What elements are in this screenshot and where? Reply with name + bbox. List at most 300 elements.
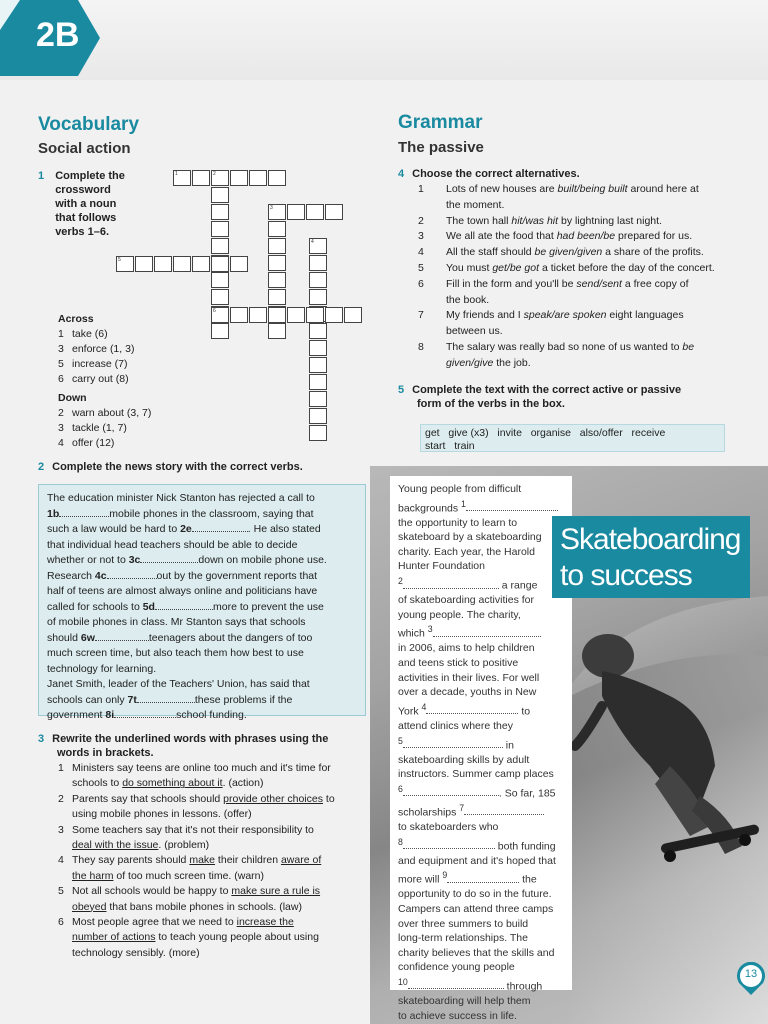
item-text bbox=[432, 261, 738, 277]
crossword-cell[interactable] bbox=[268, 289, 286, 305]
item-text-part: a share of the profits. bbox=[602, 246, 704, 259]
unit-label: 2B bbox=[36, 16, 80, 54]
article-text: in bbox=[502, 739, 514, 751]
underlined-text: make sure a rule is bbox=[231, 885, 321, 898]
story-text: schools can only bbox=[47, 693, 128, 706]
exercise-4-instruction bbox=[398, 167, 580, 181]
article-line: opportunity to do so in the future. bbox=[398, 888, 552, 901]
crossword-cell[interactable] bbox=[309, 357, 327, 373]
answer-gap[interactable] bbox=[137, 702, 195, 703]
clue-item bbox=[58, 406, 151, 421]
crossword-cell[interactable] bbox=[173, 256, 191, 272]
item-text-part: Most people agree that we need to bbox=[72, 916, 237, 929]
crossword-cell[interactable] bbox=[211, 187, 229, 203]
clue-text: warn about (3, 7) bbox=[72, 407, 152, 419]
article-line bbox=[398, 574, 564, 593]
item-text bbox=[432, 340, 738, 372]
story-text: out by the government reports that bbox=[156, 569, 318, 582]
alternatives[interactable]: get/be got bbox=[492, 261, 540, 274]
story-line: technology for learning. bbox=[47, 662, 157, 675]
list-item bbox=[38, 823, 368, 854]
item-text bbox=[72, 869, 368, 884]
story-line bbox=[47, 553, 357, 569]
item-text: using mobile phones in lessons. (offer) bbox=[72, 808, 252, 821]
item-text-part: . (problem) bbox=[158, 839, 210, 852]
article-title: Skateboarding bbox=[560, 523, 741, 556]
article-line: in 2006, aims to help children bbox=[398, 642, 535, 655]
exercise-number: 1 bbox=[38, 170, 45, 182]
item-text-part: schools to bbox=[72, 777, 123, 790]
crossword-cell[interactable] bbox=[309, 374, 327, 390]
clue-item bbox=[58, 421, 151, 436]
article-text: the bbox=[519, 873, 537, 886]
article-text: both funding bbox=[494, 840, 556, 853]
underlined-text: deal with the issue bbox=[72, 839, 159, 852]
clue-number: 1 bbox=[58, 328, 64, 340]
story-line bbox=[47, 600, 357, 616]
crossword-cell[interactable] bbox=[249, 307, 267, 323]
article-line bbox=[398, 734, 564, 753]
gap-number: 8 bbox=[398, 836, 403, 847]
word-option: get bbox=[425, 427, 440, 439]
list-item bbox=[38, 915, 368, 961]
underlined-text: make bbox=[189, 854, 216, 867]
answer-gap[interactable] bbox=[59, 516, 109, 517]
instr-line: crossword bbox=[55, 184, 111, 196]
item-number: 1 bbox=[58, 762, 64, 774]
item-text-part: the job. bbox=[493, 356, 531, 369]
article-line bbox=[398, 835, 564, 854]
item-number: 2 bbox=[58, 792, 64, 805]
item-text-part: to teach young people about using bbox=[155, 931, 319, 944]
crossword-cell[interactable] bbox=[268, 255, 286, 271]
word-option: give (x3) bbox=[448, 427, 489, 439]
story-line bbox=[47, 522, 357, 538]
story-text: called for schools to bbox=[47, 600, 143, 613]
clue-text: carry out (8) bbox=[72, 373, 129, 385]
clue-item bbox=[58, 327, 134, 342]
crossword-cell[interactable] bbox=[268, 221, 286, 237]
crossword-cell[interactable] bbox=[309, 391, 327, 407]
crossword-cell[interactable] bbox=[211, 221, 229, 237]
item-text-part: Fill in the form and you'll be bbox=[446, 277, 577, 290]
crossword-cell[interactable] bbox=[211, 323, 229, 339]
story-line: of mobile phones in class. Mr Stanton says that schools bbox=[47, 616, 306, 628]
gap-label: 1b bbox=[47, 507, 60, 520]
underlined-text: obeyed bbox=[72, 900, 107, 913]
story-text: down on mobile phone use. bbox=[198, 554, 327, 566]
gap-label: 5d bbox=[142, 600, 155, 613]
item-text-part: prepared for us. bbox=[615, 230, 693, 243]
article-line: long-term relationships. The bbox=[398, 932, 528, 945]
answer-gap[interactable] bbox=[403, 588, 499, 589]
article-line: activities in their lives. For well bbox=[398, 671, 540, 684]
item-number: 2 bbox=[418, 214, 424, 227]
item-text: technology sensibly. (more) bbox=[72, 946, 200, 959]
answer-gap[interactable] bbox=[403, 795, 499, 796]
item-text-part: The town hall bbox=[446, 214, 512, 227]
story-text: . He also stated bbox=[247, 523, 321, 535]
crossword-cell[interactable] bbox=[325, 204, 343, 220]
alternatives[interactable]: given/give bbox=[446, 356, 494, 369]
vocabulary-subheading: Social action bbox=[38, 140, 131, 157]
gap-label: 4c bbox=[94, 569, 107, 582]
article-title: to success bbox=[560, 559, 692, 592]
underlined-text: aware of bbox=[280, 854, 322, 867]
story-line: The education minister Nick Stanton has rejected a call to bbox=[47, 492, 315, 504]
story-line bbox=[47, 631, 357, 647]
word-option: train bbox=[454, 440, 475, 452]
clue-text: offer (12) bbox=[72, 437, 115, 449]
item-number: 5 bbox=[418, 261, 424, 274]
item-text: Ministers say teens are online too much and it's time for bbox=[72, 762, 331, 774]
article-line: and teens stick to positive bbox=[398, 657, 519, 670]
instruction-text: Choose the correct alternatives. bbox=[412, 168, 580, 180]
article-text: scholarships bbox=[398, 806, 460, 819]
instruction-text: words in brackets. bbox=[57, 747, 154, 759]
story-line bbox=[47, 507, 357, 523]
word-option: invite bbox=[497, 427, 522, 439]
answer-gap[interactable] bbox=[114, 717, 176, 718]
article-line: over three summers to build bbox=[398, 917, 529, 930]
item-number: 8 bbox=[418, 340, 424, 353]
underlined-text: the harm bbox=[72, 869, 114, 882]
gap-label: 8i bbox=[105, 709, 115, 721]
item-text-part: eight languages bbox=[606, 309, 684, 322]
item-number: 3 bbox=[418, 230, 424, 243]
crossword-cell[interactable] bbox=[309, 425, 327, 441]
item-text bbox=[72, 884, 368, 899]
article-line bbox=[398, 497, 564, 516]
crossword-cell[interactable] bbox=[309, 255, 327, 271]
alternatives[interactable]: speak/are spoken bbox=[523, 309, 607, 322]
crossword-cell[interactable] bbox=[306, 307, 324, 323]
item-text bbox=[72, 915, 368, 930]
story-text: Research bbox=[47, 569, 95, 582]
article-line: confidence young people bbox=[398, 961, 515, 974]
list-item bbox=[398, 261, 738, 277]
crossword-cell[interactable] bbox=[309, 323, 327, 339]
clue-text: increase (7) bbox=[72, 358, 128, 370]
word-option: organise bbox=[530, 427, 571, 439]
answer-gap[interactable] bbox=[403, 747, 503, 748]
crossword-cell[interactable] bbox=[230, 170, 248, 186]
answer-gap[interactable] bbox=[107, 578, 157, 579]
article-line: the opportunity to learn to bbox=[398, 516, 518, 529]
exercise-number: 2 bbox=[38, 461, 45, 473]
article-line: young people. The charity, bbox=[398, 608, 521, 621]
word-option: also/offer bbox=[579, 427, 623, 439]
item-text-part: by lightning last night. bbox=[558, 214, 662, 227]
grammar-subheading: The passive bbox=[398, 139, 484, 156]
crossword-number: 3 bbox=[270, 205, 273, 211]
crossword-cell[interactable] bbox=[135, 256, 153, 272]
answer-gap[interactable] bbox=[408, 988, 504, 989]
unit-tab bbox=[0, 0, 100, 76]
article-line: attend clinics where they bbox=[398, 719, 513, 732]
story-line: half of teens are almost always online and politicians have bbox=[47, 585, 318, 597]
crossword-cell[interactable] bbox=[230, 256, 248, 272]
alternatives[interactable]: send/sent bbox=[576, 277, 622, 290]
gap-number: 1 bbox=[461, 498, 466, 509]
item-text-part: to bbox=[322, 792, 335, 805]
exercise-1-instruction bbox=[38, 169, 125, 239]
crossword-cell[interactable] bbox=[306, 204, 324, 220]
item-text-part: Lots of new houses are bbox=[446, 183, 558, 195]
crossword-number: 4 bbox=[311, 239, 314, 245]
exercise-3-list bbox=[38, 761, 368, 961]
list-item bbox=[398, 340, 738, 372]
article-text: which bbox=[398, 627, 428, 640]
article-text: York bbox=[398, 705, 422, 718]
clue-number: 2 bbox=[58, 407, 64, 419]
item-number: 4 bbox=[418, 246, 424, 259]
story-text: such a law would be hard to bbox=[47, 523, 181, 535]
down-clues bbox=[58, 391, 151, 451]
item-number: 4 bbox=[58, 854, 64, 867]
crossword-cell[interactable] bbox=[344, 307, 362, 323]
gap-number: 6 bbox=[398, 783, 403, 794]
list-item bbox=[398, 277, 738, 309]
story-text: government bbox=[47, 709, 106, 721]
exercise-3-instruction bbox=[38, 732, 328, 760]
crossword-cell[interactable] bbox=[268, 272, 286, 288]
item-number: 6 bbox=[418, 277, 424, 290]
story-text: whether or not to bbox=[47, 554, 129, 566]
crossword-number: 2 bbox=[213, 171, 216, 177]
answer-gap[interactable] bbox=[433, 636, 541, 637]
item-text bbox=[432, 308, 738, 340]
story-line bbox=[47, 708, 357, 724]
article-text: a range bbox=[498, 579, 538, 592]
article-line bbox=[398, 700, 564, 719]
exercise-number: 5 bbox=[398, 384, 405, 396]
gap-number: 5 bbox=[398, 735, 403, 746]
instr-line: that follows bbox=[55, 212, 117, 224]
article-text-column bbox=[390, 476, 572, 1022]
crossword-cell[interactable] bbox=[268, 307, 286, 323]
crossword-cell[interactable] bbox=[249, 170, 267, 186]
grammar-heading: Grammar bbox=[398, 112, 483, 133]
underlined-text: number of actions bbox=[72, 931, 156, 944]
crossword-cell[interactable] bbox=[211, 272, 229, 288]
list-item bbox=[398, 229, 738, 245]
article-line bbox=[398, 975, 564, 994]
item-text-part: around here at bbox=[627, 183, 699, 195]
alternatives[interactable]: be bbox=[682, 340, 695, 353]
article-line: Young people from difficult bbox=[398, 483, 522, 495]
clue-text: tackle (1, 7) bbox=[72, 422, 127, 434]
item-text-part: a free copy of bbox=[621, 277, 689, 290]
article-line: to skateboarders who bbox=[398, 820, 499, 833]
clue-number: 3 bbox=[58, 343, 64, 355]
article-text: . So far, 185 bbox=[498, 787, 556, 800]
item-text-part: a ticket before the day of the concert. bbox=[539, 261, 715, 274]
story-text: teenagers about the dangers of too bbox=[148, 631, 313, 644]
item-text-part: the moment. bbox=[446, 198, 505, 211]
down-title: Down bbox=[58, 392, 87, 404]
list-item bbox=[398, 245, 738, 261]
item-text-part: . (action) bbox=[222, 777, 264, 790]
word-option: receive bbox=[631, 427, 666, 439]
clue-text: take (6) bbox=[72, 328, 108, 340]
crossword-number: 1 bbox=[175, 171, 178, 177]
answer-gap[interactable] bbox=[403, 848, 495, 849]
exercise-5-instruction bbox=[398, 383, 681, 411]
underlined-text: provide other choices bbox=[223, 792, 323, 805]
item-text bbox=[72, 838, 368, 853]
story-line bbox=[47, 569, 357, 585]
answer-gap[interactable] bbox=[192, 531, 248, 532]
article-line bbox=[398, 782, 564, 801]
gap-number: 3 bbox=[427, 624, 433, 635]
story-line: that individual head teachers should be able to decide bbox=[47, 538, 298, 551]
article-line bbox=[398, 801, 564, 820]
clue-number: 4 bbox=[58, 437, 64, 449]
item-text-part: We all ate the food that bbox=[446, 230, 557, 243]
crossword-cell[interactable] bbox=[309, 289, 327, 305]
item-text-part: of too much screen time. (warn) bbox=[113, 869, 264, 882]
item-text bbox=[432, 245, 738, 261]
alternatives[interactable]: hit/was hit bbox=[511, 214, 559, 227]
item-text-part: The salary was really bad so none of us wanted to bbox=[446, 340, 683, 353]
item-number: 1 bbox=[418, 183, 424, 195]
article-text: backgrounds bbox=[398, 502, 462, 515]
instruction-text: Complete the text with the correct active or passive bbox=[412, 384, 682, 396]
crossword-cell[interactable] bbox=[268, 170, 286, 186]
crossword-cell[interactable] bbox=[287, 204, 305, 220]
exercise-2-instruction bbox=[38, 460, 303, 474]
exercise-number: 4 bbox=[398, 168, 405, 180]
crossword-cell[interactable] bbox=[268, 238, 286, 254]
story-text: school funding. bbox=[176, 709, 247, 721]
list-item bbox=[38, 884, 368, 915]
answer-gap[interactable] bbox=[426, 713, 518, 714]
answer-gap[interactable] bbox=[155, 609, 213, 610]
story-text: more to prevent the use bbox=[212, 600, 324, 613]
article-line: of skateboarding activities for bbox=[398, 594, 534, 607]
gap-number: 10 bbox=[398, 976, 408, 987]
crossword-cell[interactable] bbox=[211, 289, 229, 305]
item-text bbox=[72, 930, 368, 945]
exercise-number: 3 bbox=[38, 733, 45, 745]
item-text-part: Not all schools would be happy to bbox=[72, 885, 232, 898]
clue-number: 5 bbox=[58, 358, 64, 370]
crossword-cell[interactable] bbox=[154, 256, 172, 272]
clue-number: 3 bbox=[58, 422, 64, 434]
article-line: skateboard by a skateboarding bbox=[398, 531, 542, 544]
story-text: these problems if the bbox=[194, 693, 293, 706]
item-text-part: All the staff should bbox=[446, 246, 535, 259]
crossword-cell[interactable] bbox=[309, 272, 327, 288]
item-text-part: their children bbox=[215, 854, 281, 867]
gap-number: 2 bbox=[398, 576, 403, 587]
crossword-cell[interactable] bbox=[309, 408, 327, 424]
answer-gap[interactable] bbox=[95, 640, 149, 641]
instruction-text: form of the verbs in the box. bbox=[417, 398, 565, 410]
instruction-text: Rewrite the underlined words with phrases using the bbox=[52, 733, 329, 745]
alternatives[interactable]: had been/be bbox=[556, 230, 616, 243]
article-line: to achieve success in life. bbox=[398, 1009, 518, 1022]
article-text: to bbox=[518, 705, 531, 718]
crossword-cell[interactable] bbox=[192, 256, 210, 272]
list-item bbox=[398, 308, 738, 340]
page-number-badge bbox=[734, 962, 768, 996]
list-item bbox=[38, 761, 368, 792]
story-text: should bbox=[47, 631, 81, 644]
article-line: over a decade, youths in New bbox=[398, 686, 537, 699]
crossword-cell[interactable] bbox=[211, 204, 229, 220]
item-text bbox=[72, 776, 368, 791]
word-box bbox=[420, 424, 725, 452]
article-line: skateboarding skills by adult bbox=[398, 753, 530, 766]
gap-label: 7t bbox=[127, 693, 137, 706]
answer-gap[interactable] bbox=[464, 814, 544, 815]
item-text bbox=[432, 229, 738, 245]
instruction-text: Complete the news story with the correct verbs. bbox=[52, 461, 303, 473]
answer-gap[interactable] bbox=[466, 510, 558, 511]
article-line: Campers can attend three camps bbox=[398, 902, 554, 915]
list-item bbox=[38, 792, 368, 823]
crossword-cell[interactable] bbox=[211, 256, 229, 272]
item-text bbox=[432, 277, 738, 309]
underlined-text: do something about it bbox=[122, 777, 223, 790]
list-item bbox=[398, 214, 738, 230]
item-text bbox=[72, 792, 368, 807]
alternatives[interactable]: be given/given bbox=[534, 246, 603, 259]
gap-number: 9 bbox=[442, 870, 448, 881]
article-line bbox=[398, 622, 564, 641]
crossword-cell[interactable] bbox=[192, 170, 210, 186]
instr-line: with a noun bbox=[55, 198, 117, 210]
gap-number: 4 bbox=[421, 701, 427, 712]
underlined-text: increase the bbox=[236, 916, 294, 929]
item-text: Some teachers say that it's not their responsibility to bbox=[72, 823, 314, 836]
list-item bbox=[38, 853, 368, 884]
instr-line: verbs 1–6. bbox=[55, 226, 110, 238]
item-number: 3 bbox=[58, 823, 64, 836]
crossword-number: 5 bbox=[118, 257, 121, 263]
gap-label: 2e bbox=[180, 523, 192, 535]
gap-label: 6w bbox=[80, 631, 95, 644]
across-title: Across bbox=[58, 313, 94, 325]
clue-item bbox=[58, 342, 134, 357]
crossword-cell[interactable] bbox=[325, 307, 343, 323]
word-option: start bbox=[425, 440, 446, 452]
crossword-cell[interactable] bbox=[230, 307, 248, 323]
story-line bbox=[47, 693, 357, 709]
item-text-part: between us. bbox=[446, 325, 503, 338]
crossword-cell[interactable] bbox=[211, 238, 229, 254]
article-title-box bbox=[552, 516, 750, 598]
crossword-cell[interactable] bbox=[287, 307, 305, 323]
alternatives[interactable]: built/being built bbox=[557, 183, 628, 195]
article-line: charity. Each year, the Harold bbox=[398, 545, 535, 558]
item-number: 5 bbox=[58, 885, 64, 898]
answer-gap[interactable] bbox=[447, 882, 519, 883]
story-text: mobile phones in the classroom, saying that bbox=[109, 507, 314, 520]
article-text: through bbox=[503, 980, 543, 993]
crossword-cell[interactable] bbox=[268, 323, 286, 339]
across-clues bbox=[58, 312, 134, 387]
crossword-cell[interactable] bbox=[309, 340, 327, 356]
story-line: much screen time, but also teach them how best to use bbox=[47, 647, 304, 659]
item-text bbox=[432, 182, 738, 214]
clue-item bbox=[58, 436, 151, 451]
clue-item bbox=[58, 372, 134, 387]
answer-gap[interactable] bbox=[140, 562, 198, 563]
item-text-part: They say parents should bbox=[72, 854, 190, 867]
